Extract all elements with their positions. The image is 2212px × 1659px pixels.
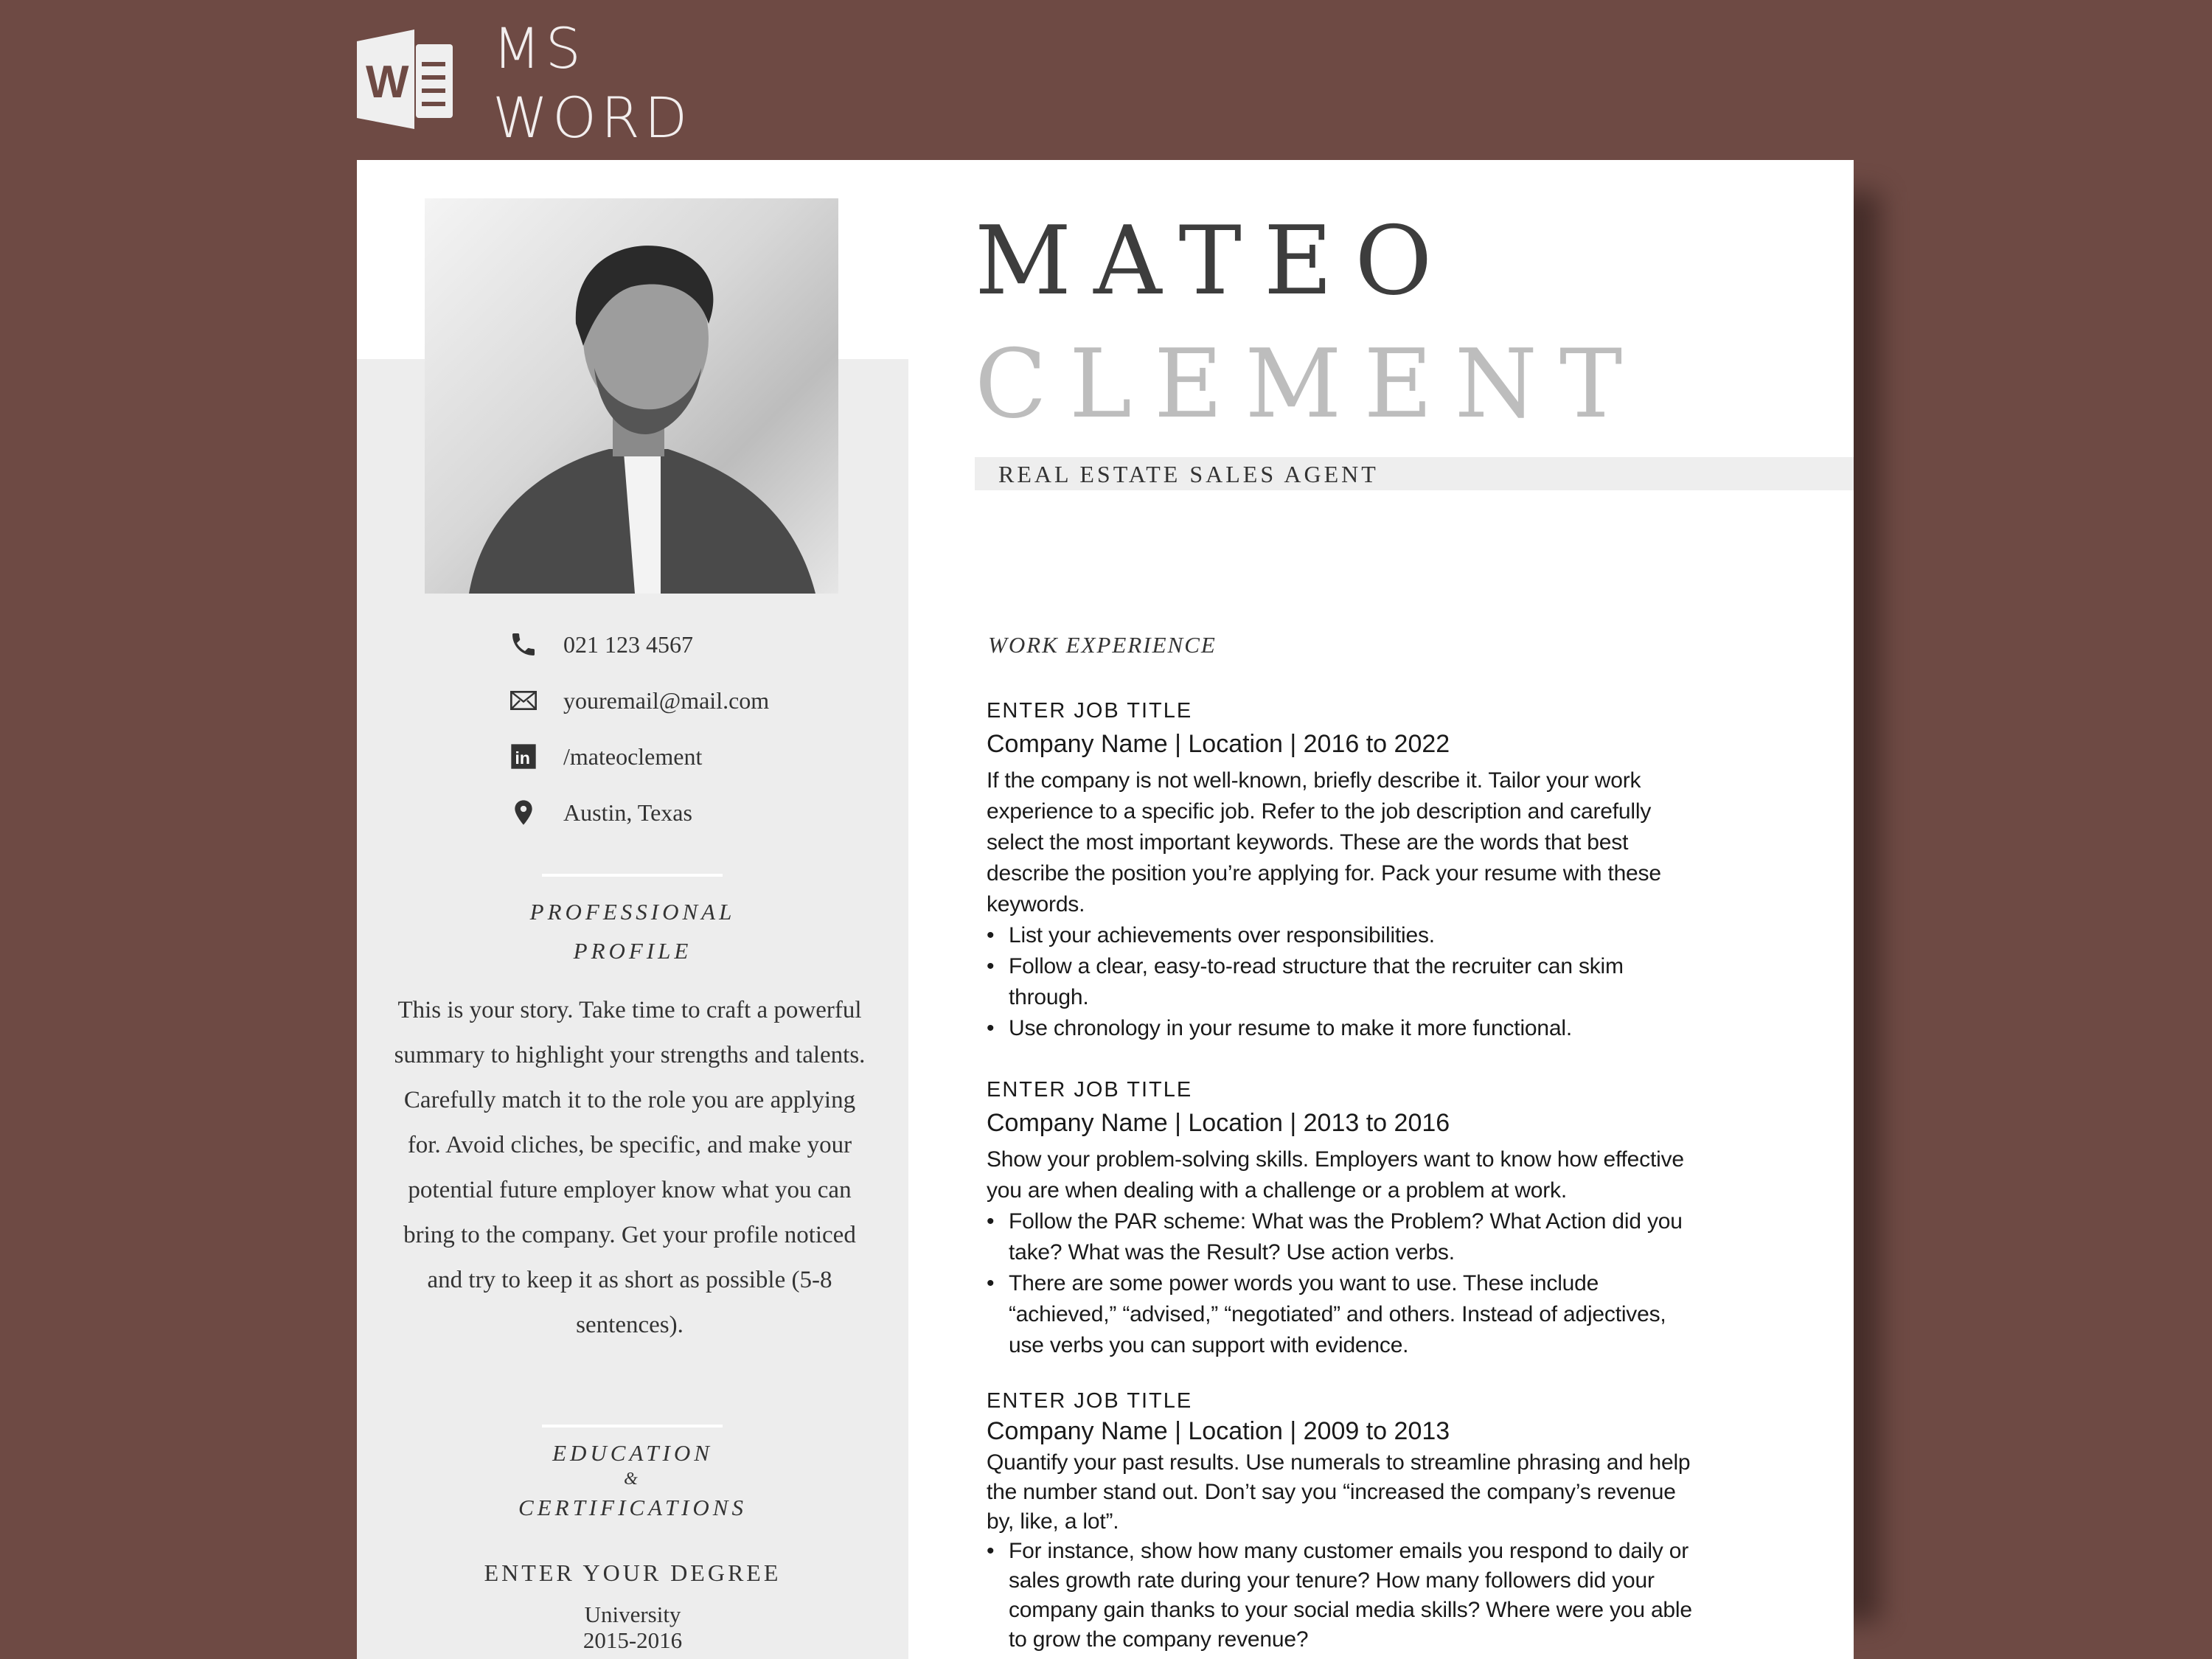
word-icon — [357, 29, 453, 129]
svg-text:W: W — [366, 57, 409, 108]
last-name: CLEMENT — [975, 330, 1645, 439]
school: University — [584, 1601, 681, 1627]
profile-heading: PROFESSIONAL — [529, 899, 736, 925]
job-company: Company Name | Location | 2016 to 2022 — [987, 730, 1450, 758]
job-description-line: you are when dealing with a challenge or a problem at work. — [987, 1178, 1567, 1203]
job-description-line: If the company is not well-known, briefly describe it. Tailor your work — [987, 768, 1641, 793]
first-name: MATEO — [975, 206, 1455, 316]
years: 2015-2016 — [582, 1627, 683, 1653]
job-bullet-line: • There are some power words you want to use. These include — [987, 1268, 1798, 1299]
job-bullet-line: “achieved,” “advised,” “negotiated” and others. Instead of adjectives, — [1009, 1302, 1666, 1326]
job-bullet-line: • Use chronology in your resume to make it more functional. — [987, 1013, 1798, 1044]
job-title: ENTER JOB TITLE — [987, 1078, 1193, 1102]
job-bullet-line: take? What was the Result? Use action verbs. — [1009, 1240, 1455, 1265]
profile-photo — [425, 198, 838, 594]
job-title-banner: REAL ESTATE SALES AGENT — [975, 457, 1854, 490]
linkedin-icon — [509, 742, 538, 771]
job-bullet-line: use verbs you can support with evidence. — [1009, 1333, 1409, 1357]
job-description-line: Quantify your past results. Use numerals to streamline phrasing and help — [987, 1450, 1691, 1475]
contact-location — [509, 798, 692, 827]
job-bullet-line: to grow the company revenue? — [1009, 1627, 1309, 1652]
job-description-line: keywords. — [987, 892, 1085, 917]
job-description-line: the number stand out. Don’t say you “increased the company’s revenue — [987, 1480, 1676, 1504]
job-bullet-line: through. — [1009, 985, 1089, 1009]
location-text: Austin, Texas — [563, 799, 692, 826]
job-description-line: experience to a specific job. Refer to the job description and carefully — [987, 799, 1652, 824]
job-entry — [987, 696, 1798, 1044]
certifications-heading: CERTIFICATIONS — [518, 1495, 747, 1520]
divider — [542, 874, 723, 877]
education-ampersand: & — [624, 1470, 641, 1489]
job-description-line: Show your problem-solving skills. Employers want to know how effective — [987, 1147, 1684, 1172]
job-bullet-line: • Follow the PAR scheme: What was the Problem? What Action did you — [987, 1206, 1798, 1237]
job-company: Company Name | Location | 2013 to 2016 — [987, 1109, 1450, 1137]
job-title: ENTER JOB TITLE — [987, 1389, 1193, 1413]
job-title: ENTER JOB TITLE — [987, 699, 1193, 723]
job-bullet-line: • For instance, show how many customer emails you respond to daily or — [987, 1537, 1798, 1566]
email-text: youremail@mail.com — [563, 686, 770, 714]
logo-word: WORD — [493, 85, 692, 150]
work-experience-heading: WORK EXPERIENCE — [988, 632, 1217, 658]
location-icon — [509, 798, 538, 827]
degree: ENTER YOUR DEGREE — [484, 1559, 782, 1586]
divider — [542, 1425, 723, 1427]
phone-text: 021 123 4567 — [563, 630, 693, 658]
job-bullet-line: sales growth rate during your tenure? How many followers did your — [1009, 1568, 1655, 1593]
svg-text:in: in — [515, 748, 531, 768]
logo-ms: MS — [493, 15, 585, 81]
profile-text: This is your story. Take time to craft a powerful summary to highlight your strengths and talents. Carefully match it to the role you are applying for. Avoid cliches, be specific, and make your potential future employer know what you can bring to the company. Get your profile noticed and try to keep it as short as possible (5-8 sentences). — [394, 997, 866, 1338]
profile-heading-2: PROFILE — [573, 938, 692, 964]
job-company: Company Name | Location | 2009 to 2013 — [987, 1417, 1450, 1445]
contact-linkedin — [509, 742, 702, 771]
job-entry — [987, 1075, 1798, 1361]
job-entry — [987, 1388, 1798, 1655]
contact-phone — [509, 630, 693, 659]
job-bullet-line: company gain thanks to your social media skills? Where were you able — [1009, 1598, 1692, 1622]
mail-icon — [509, 686, 538, 715]
job-description-line: by, like, a lot”. — [987, 1509, 1119, 1534]
resume-page — [357, 160, 1854, 1659]
phone-icon — [509, 630, 538, 659]
job-bullet-line: • Follow a clear, easy-to-read structure that the recruiter can skim — [987, 951, 1798, 982]
job-bullet-line: • List your achievements over responsibilities. — [987, 920, 1798, 951]
contact-email — [509, 686, 769, 715]
education-heading: EDUCATION — [552, 1440, 713, 1466]
job-description-line: describe the position you’re applying for. Pack your resume with these — [987, 861, 1661, 886]
linkedin-text: /mateoclement — [563, 742, 703, 770]
job-description-line: select the most important keywords. These are the words that best — [987, 830, 1629, 855]
